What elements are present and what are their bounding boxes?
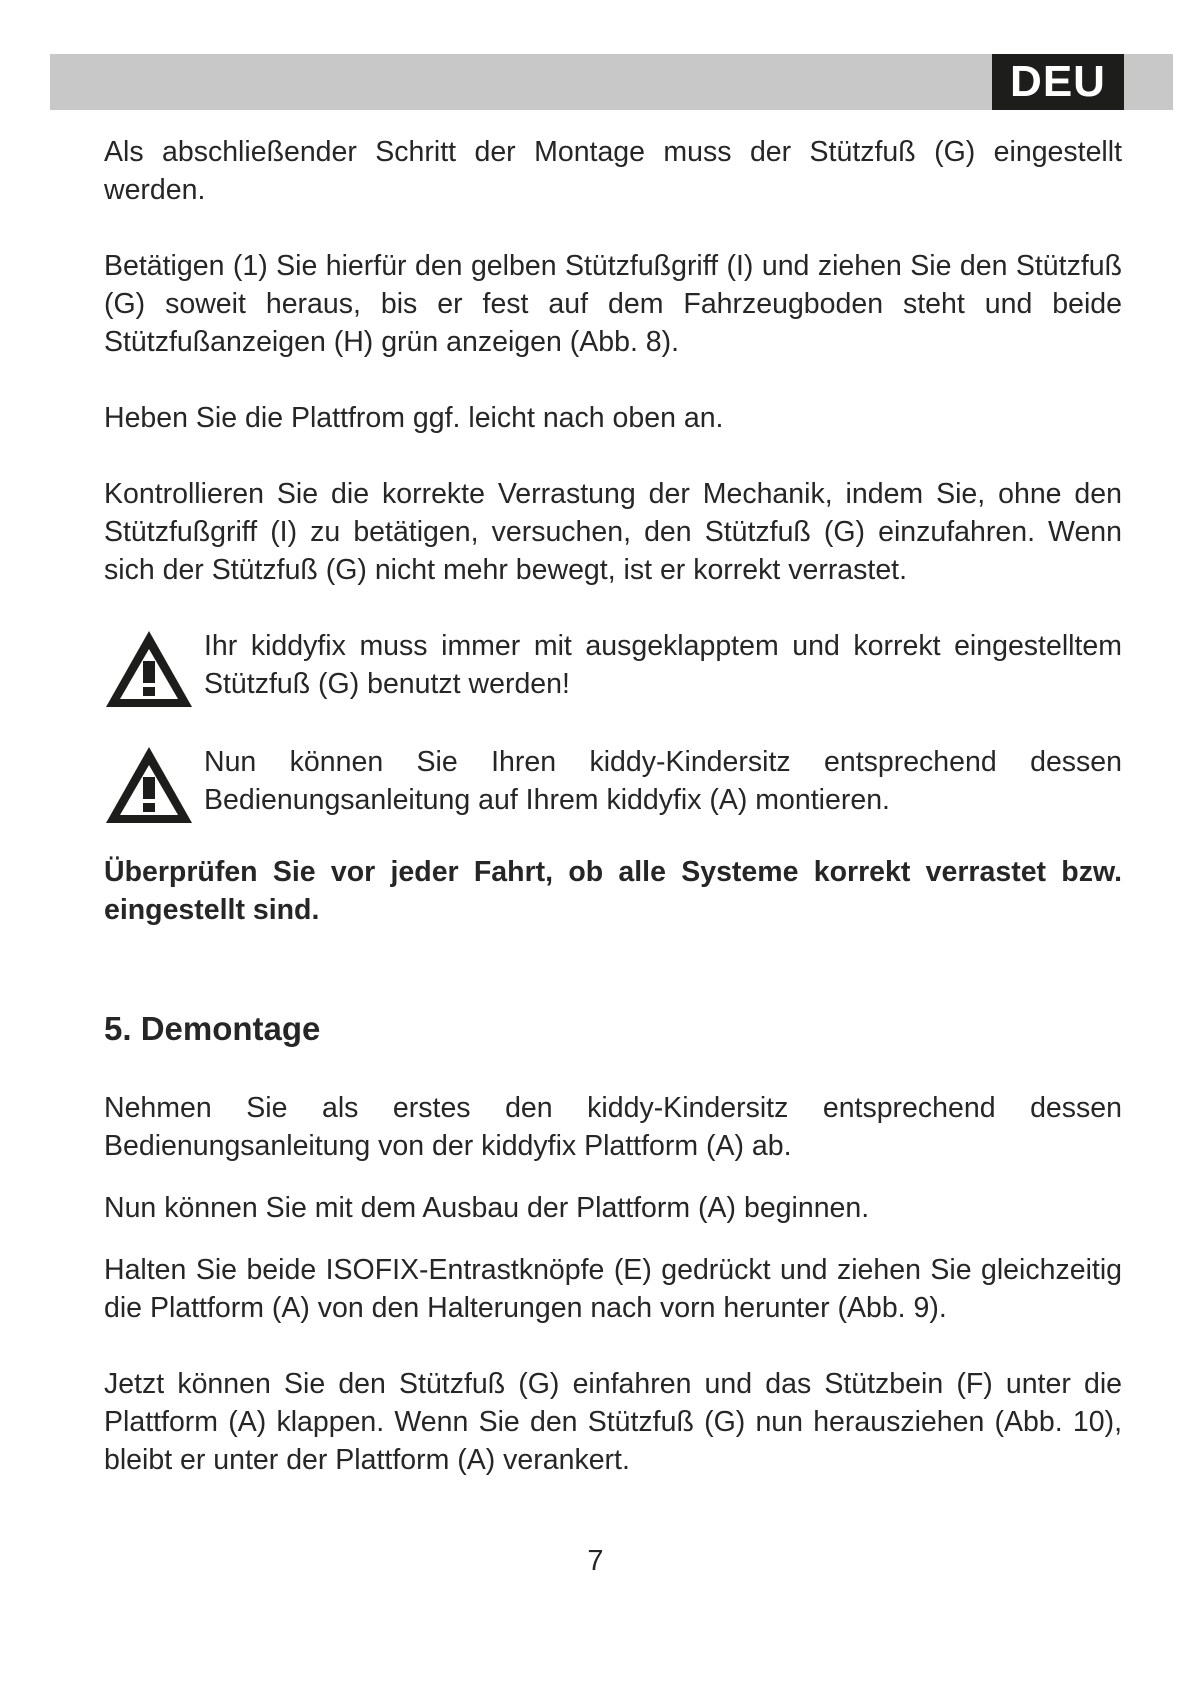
paragraph-start-removal: Nun können Sie mit dem Ausbau der Plattform (A) beginnen. xyxy=(104,1192,870,1224)
paragraph-lift-platform: Heben Sie die Plattfrom ggf. leicht nach oben an. xyxy=(104,402,724,434)
section-title: 5. Demontage xyxy=(104,1010,321,1047)
warning-text-2: Nun können Sie Ihren kiddy-Kindersitz entsprechend dessen Bedienungsanleitung auf Ihrem kiddyfix (A) montieren. xyxy=(204,746,1122,816)
paragraph-isofix-release: Halten Sie beide ISOFIX-Entrastknöpfe (E) gedrückt und ziehen Sie gleichzeitig die Plattform (A) von den Halterungen nach vorn herunter (Abb. 9). xyxy=(104,1254,1122,1324)
warning-triangle-icon xyxy=(104,629,194,709)
warning-block-2 xyxy=(104,743,1122,825)
paragraph-operate-support-leg: Betätigen (1) Sie hierfür den gelben Stützfußgriff (I) und ziehen Sie den Stützfuß (G) soweit heraus, bis er fest auf dem Fahrzeugboden steht und beide Stützfußanzeigen (H) grün anzeigen (Abb. 8). xyxy=(104,250,1122,358)
paragraph-final-step: Als abschließender Schritt der Montage muss der Stützfuß (G) eingestellt werden. xyxy=(104,136,1122,206)
safety-note: Überprüfen Sie vor jeder Fahrt, ob alle Systeme korrekt verrastet bzw. eingestellt sind. xyxy=(104,856,1122,926)
paragraph-remove-child-seat: Nehmen Sie als erstes den kiddy-Kindersitz entsprechend dessen Bedienungsanleitung von der kiddyfix Plattform (A) ab. xyxy=(104,1092,1122,1162)
warning-text-1: Ihr kiddyfix muss immer mit ausgeklapptem und korrekt eingestelltem Stützfuß (G) benutzt werden! xyxy=(204,630,1122,700)
language-badge: DEU xyxy=(992,54,1124,110)
paragraph-retract-support-leg: Jetzt können Sie den Stützfuß (G) einfahren und das Stützbein (F) unter die Plattform (A) klappen. Wenn Sie den Stützfuß (G) nun herausziehen (Abb. 10), bleibt er unter der Plattform (A) verankert. xyxy=(104,1368,1122,1476)
warning-block-1 xyxy=(104,627,1122,709)
warning-triangle-icon xyxy=(104,745,194,825)
page-number: 7 xyxy=(587,1545,604,1577)
paragraph-check-locking: Kontrollieren Sie die korrekte Verrastung der Mechanik, indem Sie, ohne den Stützfußgriff (I) zu betätigen, versuchen, den Stützfuß (G) einzufahren. Wenn sich der Stützfuß (G) nicht mehr bewegt, ist er korrekt verrastet. xyxy=(104,478,1122,586)
page-content xyxy=(104,133,1122,1479)
